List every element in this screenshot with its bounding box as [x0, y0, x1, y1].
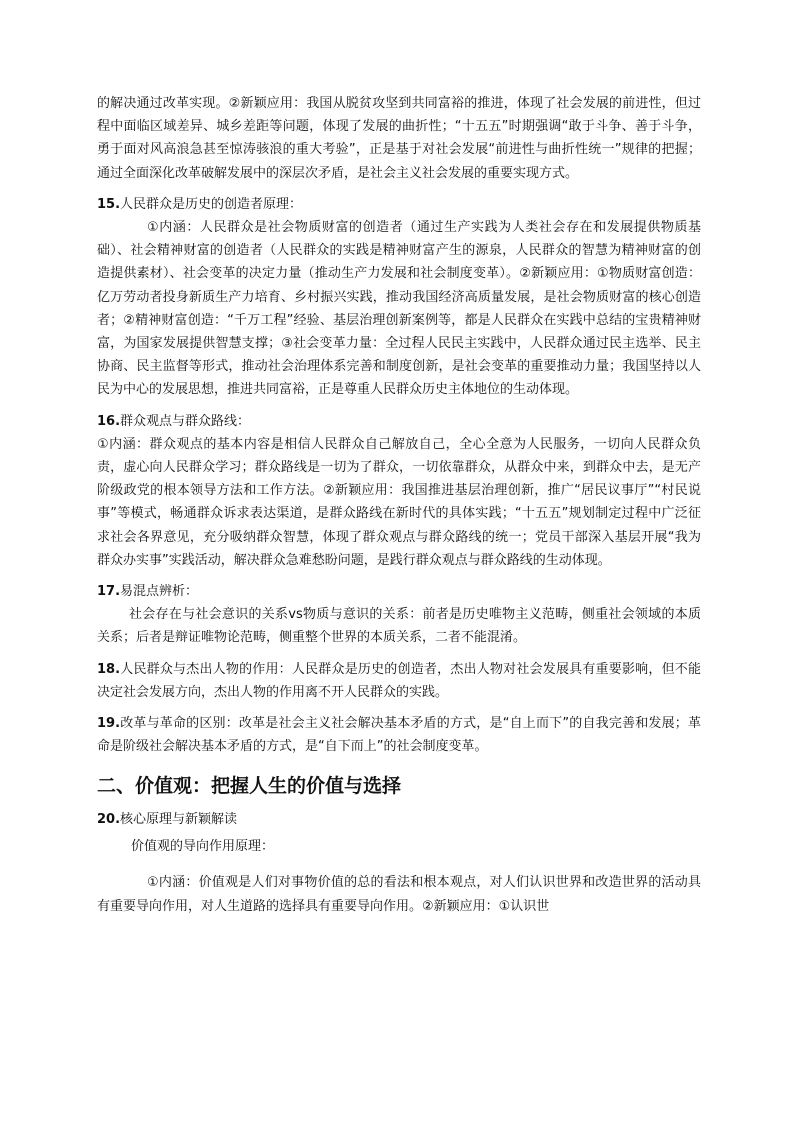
- item-18-paragraph: [97, 658, 701, 704]
- item-19-number: 19.: [97, 716, 121, 732]
- item-16-body: ①内涵：群众观点的基本内容是相信人民群众自己解放自己，全心全意为人民服务，一切向人民群众负责，虚心向人民群众学习；群众路线是一切为了群众，一切依靠群众，从群众中来，到群众中去，是无产阶级政党的根本领导方法和工作方法。②新颖应用：我国推进基层治理创新，推广“居民议事厅”“村民说事”等模式，畅通群众诉求表达渠道，是群众路线在新时代的具体实践；“十五五”规划制定过程中广泛征求社会各界意见，充分吸纳群众智慧，体现了群众观点与群众路线的统一；党员干部深入基层开展“我为群众办实事”实践活动，解决群众急难愁盼问题，是践行群众观点与群众路线的生动体现。: [97, 436, 701, 568]
- item-17-heading: [97, 580, 701, 603]
- item-17-number: 17.: [97, 584, 121, 600]
- item-15-heading: [97, 193, 701, 216]
- item-20-subheading: 价值观的导向作用原理：: [131, 839, 275, 855]
- continuation-paragraph: 的解决通过改革实现。②新颖应用：我国从脱贫攻坚到共同富裕的推进，体现了社会发展的前进性，但过程中面临区域差异、城乡差距等问题，体现了发展的曲折性；“十五五”时期强调“敢于斗争、善于斗争，勇于面对风高浪急甚至惊涛骇浪的重大考验”，正是基于对社会发展“前进性与曲折性统一”规律的把握；通过全面深化改革破解发展中的深层次矛盾，是社会主义社会发展的重要实现方式。: [97, 96, 701, 181]
- item-15-number: 15.: [97, 196, 121, 212]
- item-18-body: 人民群众与杰出人物的作用：人民群众是历史的创造者，杰出人物对社会发展具有重要影响，但不能决定社会发展方向，杰出人物的作用离不开人民群众的实践。: [97, 661, 701, 700]
- item-15-title: 人民群众是历史的创造者原理：: [120, 196, 303, 212]
- item-17-body: 社会存在与社会意识的关系vs物质与意识的关系：前者是历史唯物主义范畴，侧重社会领域的本质关系；后者是辩证唯物论范畴，侧重整个世界的本质关系，二者不能混淆。: [97, 607, 701, 646]
- item-18-number: 18.: [97, 661, 121, 677]
- item-19-paragraph: [97, 712, 701, 758]
- item-20-number: 20.: [97, 812, 121, 828]
- item-16-title: 群众观点与群众路线：: [120, 413, 251, 429]
- item-19-body: 改革与革命的区别：改革是社会主义社会解决基本矛盾的方式，是“自上而下”的自我完善和发展；革命是阶级社会解决基本矛盾的方式，是“自下而上”的社会制度变革。: [97, 716, 701, 755]
- item-17-title: 易混点辨析：: [120, 584, 199, 600]
- item-16-number: 16.: [97, 413, 121, 429]
- item-20-heading: [97, 809, 701, 831]
- item-15-body: ①内涵：人民群众是社会物质财富的创造者（通过生产实践为人类社会存在和发展提供物质基础）、社会精神财富的创造者（人民群众的实践是精神财富产生的源泉，人民群众的智慧为精神财富的创造提供素材）、社会变革的决定力量（推动生产力发展和社会制度变革）。②新颖应用：①物质财富创造：亿万劳动者投身新质生产力培育、乡村振兴实践，推动我国经济高质量发展，是社会物质财富的核心创造者；②精神财富创造：“千万工程”经验、基层治理创新案例等，都是人民群众在实践中总结的宝贵精神财富，为国家发展提供智慧支撑；③社会变革力量：全过程人民民主实践中，人民群众通过民主选举、民主协商、民主监督等形式，推动社会治理体系完善和制度创新，是社会变革的重要推动力量；我国坚持以人民为中心的发展思想，推进共同富裕，正是尊重人民群众历史主体地位的生动体现。: [97, 220, 701, 398]
- document-page: [97, 92, 701, 918]
- item-16-heading: [97, 410, 701, 433]
- item-20-body: ①内涵：价值观是人们对事物价值的总的看法和根本观点，对人们认识世界和改造世界的活动具有重要导向作用，对人生道路的选择具有重要导向作用。②新颖应用：①认识世: [97, 875, 701, 914]
- item-20-title: 核心原理与新颖解读: [120, 812, 238, 828]
- section-2-heading: 二、价值观：把握人生的价值与选择: [97, 775, 402, 798]
